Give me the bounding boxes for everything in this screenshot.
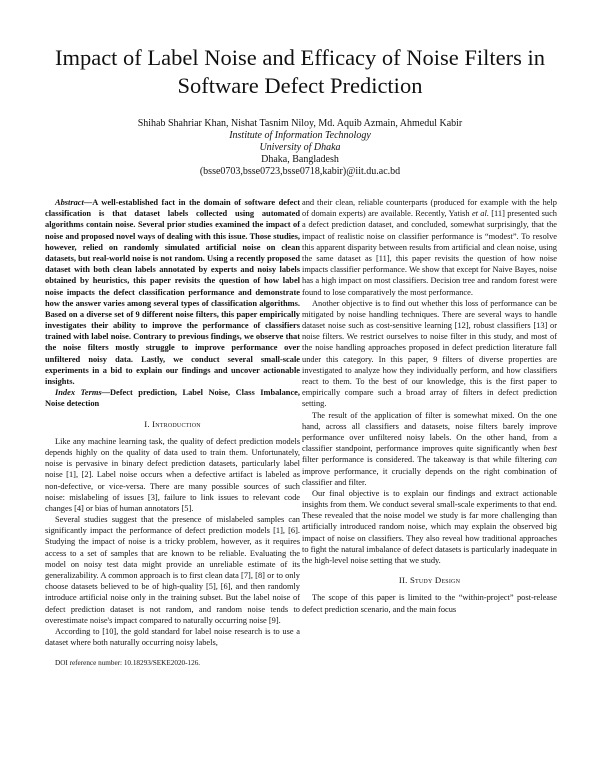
section-number: I. [144, 418, 150, 429]
section-heading-introduction [45, 419, 300, 430]
section-number: II. [398, 575, 408, 586]
index-terms [45, 387, 300, 409]
abstract [45, 197, 300, 387]
section-title: Introduction [152, 418, 201, 429]
author-emails: (bsse0703,bsse0723,bsse0718,kabir)@iit.du.ac.bd [199, 166, 401, 177]
text-run: filter performance is considered. The takeaway is that while filtering [302, 455, 545, 465]
text-run: The result of the application of filter is somewhat mixed. On the one hand, across all classifiers and datasets, noise filters barely improve performance over unfiltered noisy labels. On the other hand, from a classifier standpoint, performance improves quite significantly when [302, 410, 557, 454]
author-institute: Institute of Information Technology [229, 130, 371, 141]
abstract-label: Abstract— [55, 198, 93, 207]
paragraph [302, 197, 557, 298]
text-run-italic: can [544, 455, 557, 465]
author-names: Shihab Shahriar Khan, Nishat Tasnim Niloy, Md. Aquib Azmain, Ahmedul Kabir [137, 118, 463, 129]
text-run: [11] presented such a defect prediction dataset, and concluded, somewhat surprisingly, that the impact of realistic noise on classifier performance is “modest”. To resolve this apparent disparity between results from artificial and clean noise, using the same dataset as [11], this paper revisits the question of how noise impacts classifier performance. We show that except for Naive Bayes, noise has a high impact on most classifiers. Decision tree and random forest were found to lose comparatively the most performance. [302, 209, 557, 297]
index-terms-label: Index Terms— [55, 388, 110, 398]
abstract-text: A well-established fact in the domain of software defect classification is that dataset labels collected using automated algorithms contain noise. Several prior studies examined the impact of noise and proposed novel ways of dealing with this issue. Those studies, however, relied on randomly simulated artificial noise on clean datasets, but real-world noise is not random. Using a recently proposed dataset with both clean labels annotated by experts and noisy labels obtained by heuristics, this paper revisits the question of how label noise impacts the defect classification performance and demonstrate how the answer varies among several types of classification algorithms. Based on a diverse set of 9 different noise filters, this paper empirically investigates their ability to improve the performance of classifiers trained with label noise. Contrary to previous findings, we observe that the noise filters mostly struggle to improve performance over unfiltered noisy data. Lastly, we conduct several small-scale experiments in a bid to explain our findings and uncover actionable insights. [45, 198, 300, 386]
index-terms-text: Defect prediction, Label Noise, Class Imbalance, Noise detection [45, 388, 300, 409]
paragraph: The scope of this paper is limited to the “within-project” post-release defect prediction scenario, and the main focus [302, 593, 557, 614]
author-location: Dhaka, Bangladesh [261, 154, 339, 165]
paragraph: Our final objective is to explain our findings and extract actionable insights from them. We conduct several small-scale experiments to that end. These revealed that the noise model we study is far more challenging than artificially introduced random noise, which may explain the observed big impact of noise on classifiers. They also reveal how traditional approaches to fight the natural imbalance of defect datasets is particularly inadequate in the high-level noise setting that we study. [302, 488, 558, 565]
paragraph: Several studies suggest that the presence of mislabeled samples can significantly impact the performance of defect prediction models [1], [6]. Studying the impact of noise is a tricky problem, however, as it requires access to a set of samples that are known to be reliable. Evaluating the model on noisy test data might provide an unreliable estimate of its generalizability. A common approach is to first clean data [7], [8] or to only choose datasets believed to be of high-quality [5], [6], and then randomly introduce artificial noise only in the training subset. But the label noise of defect prediction dataset is not random, and random noise tends to overestimate noise's impact compared to naturally occurring noise [9]. [45, 515, 300, 625]
author-block [30, 118, 570, 178]
right-column [302, 197, 557, 615]
doi-footnote: DOI reference number: 10.18293/SEKE2020-126. [55, 659, 201, 668]
paper-title: Impact of Label Noise and Efficacy of Noise Filters in Software Defect Prediction [54, 45, 546, 98]
author-university: University of Dhaka [259, 142, 341, 153]
text-run: improve performance, it crucially depends on the right combination of classifier and filter. [302, 466, 557, 487]
section-title: Study Design [409, 575, 461, 586]
paragraph: According to [10], the gold standard for label noise research is to use a dataset where both naturally occurring noisy labels, [45, 626, 300, 648]
text-run-italic: et al. [471, 209, 489, 219]
paragraph [302, 410, 557, 488]
paragraph: Like any machine learning task, the quality of defect prediction models depends highly on the quality of data used to train them. Unfortunately, noise is pervasive in binary defect prediction datasets, particularly label noise [1], [2]. Label noise occurs when a defective artifact is labeled as non-defective, or vice-versa. There are many possible sources of such noise: mislabeling of issues [3], failure to link issues to relevant code changes [4] or bias of human annotators [5]. [45, 436, 300, 513]
paragraph: Another objective is to find out whether this loss of performance can be mitigated by noise handling techniques. There are several ways to handle dataset noise such as cost-sensitive learning [12], robust classifiers [13] or noise filters. We restrict ourselves to noise filter in this study, and most of the noise handling approaches proposed in defect prediction literature fall under this category. In this paper, 9 filters of diverse properties are investigated to analyze how they individually perform, and how classifiers react to them. To the best of our knowledge, this is the first paper to empirically compare such a broad array of filters in defect prediction setting. [302, 298, 557, 409]
text-run: and their clean, reliable counterparts (produced for example with the help of domain experts) are available. Recently, Yatish [302, 198, 557, 219]
text-run-italic: best [543, 444, 557, 454]
left-column [45, 197, 300, 670]
section-heading-study-design [302, 575, 557, 586]
